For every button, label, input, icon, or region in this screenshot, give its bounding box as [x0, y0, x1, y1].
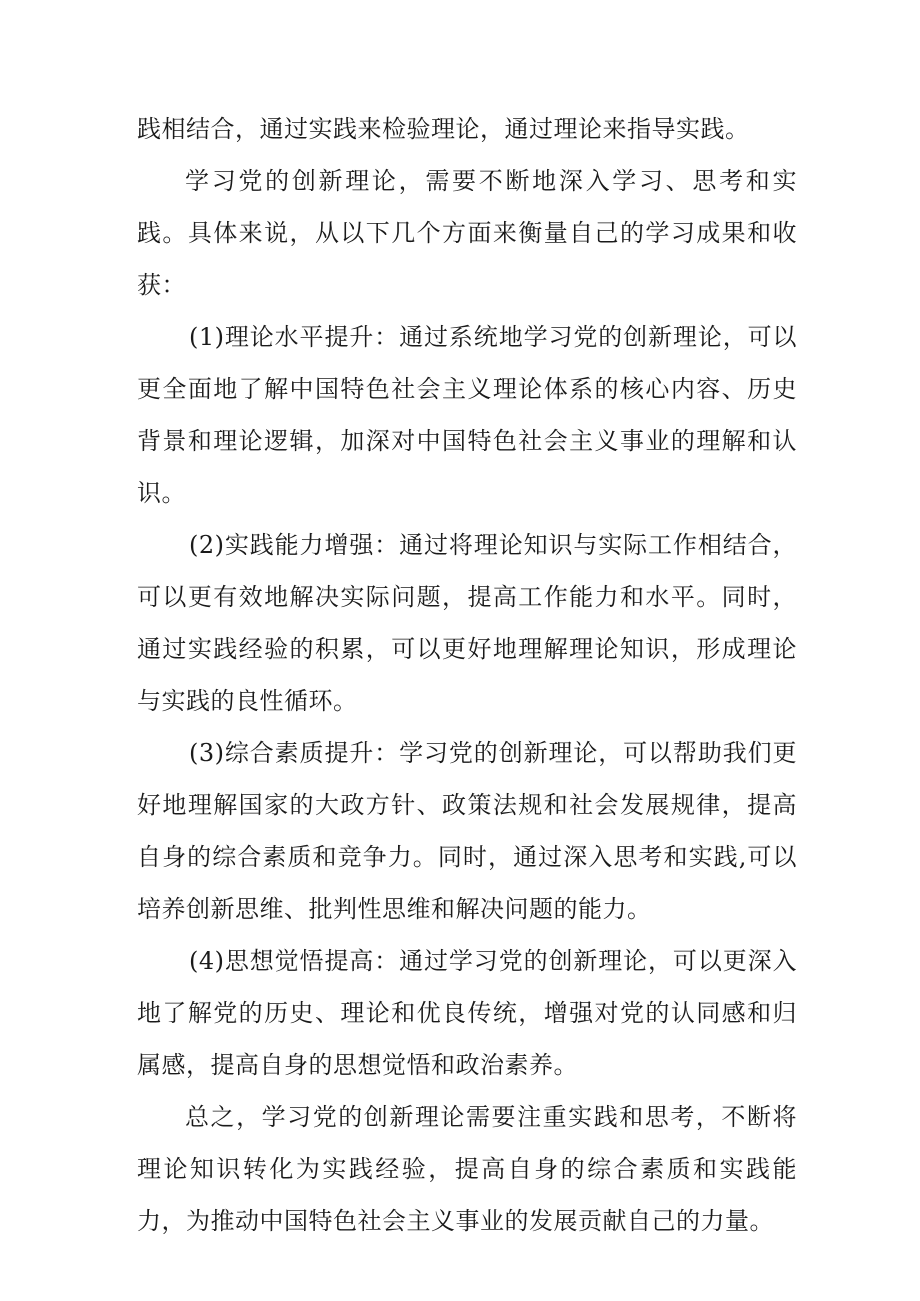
- paragraph-item-4: (4)思想觉悟提高：通过学习党的创新理论，可以更深入地了解党的历史、理论和优良传统，增强对党的认同感和归属感，提高自身的思想觉悟和政治素养。: [137, 947, 797, 1079]
- paragraph-item-2: (2)实践能力增强：通过将理论知识与实际工作相结合，可以更有效地解决实际问题，提高工作能力和水平。同时，通过实践经验的积累，可以更好地理解理论知识，形成理论与实践的良性循环。: [137, 531, 797, 715]
- paragraph-item-3: (3)综合素质提升：学习党的创新理论，可以帮助我们更好地理解国家的大政方针、政策法规和社会发展规律，提高自身的综合素质和竞争力。同时，通过深入思考和实践,可以培养创新思维、批判性思维和解决问题的能力。: [137, 739, 797, 923]
- paragraph-conclusion: 总之，学习党的创新理论需要注重实践和思考，不断将理论知识转化为实践经验，提高自身的综合素质和实践能力，为推动中国特色社会主义事业的发展贡献自己的力量。: [137, 1103, 797, 1235]
- paragraph-continuation: 践相结合，通过实践来检验理论，通过理论来指导实践。: [137, 115, 750, 143]
- document-body: [137, 103, 797, 1247]
- paragraph-intro: 学习党的创新理论，需要不断地深入学习、思考和实践。具体来说，从以下几个方面来衡量自己的学习成果和收获：: [137, 167, 797, 299]
- paragraph-item-1: (1)理论水平提升：通过系统地学习党的创新理论，可以更全面地了解中国特色社会主义理论体系的核心内容、历史背景和理论逻辑，加深对中国特色社会主义事业的理解和认识。: [137, 323, 797, 507]
